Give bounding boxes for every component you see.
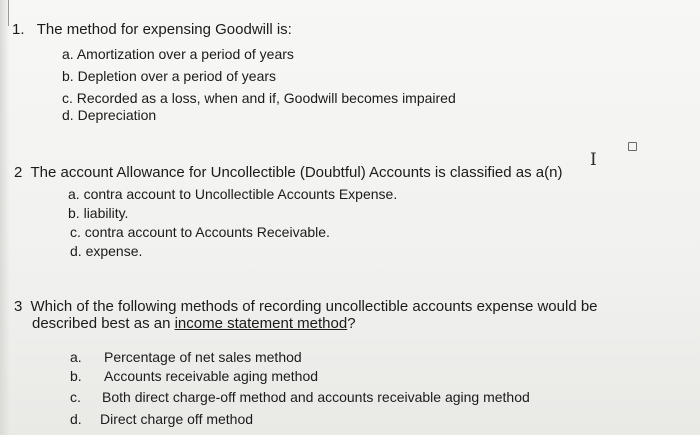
page-left-edge — [0, 0, 10, 435]
option-2b — [68, 204, 128, 222]
option-text: Recorded as a loss, when and if, Goodwill becomes impaired — [76, 90, 456, 106]
option-letter: c. — [70, 224, 81, 240]
option-letter: b. — [70, 368, 82, 384]
option-1c — [62, 89, 456, 107]
option-2d — [70, 242, 142, 260]
option-letter: a. — [68, 186, 80, 202]
question-2 — [14, 164, 562, 182]
question-stem-underlined: income statement method — [174, 315, 348, 332]
question-3 — [14, 298, 598, 316]
option-text: Accounts receivable aging method — [104, 368, 319, 384]
question-number: 3 — [14, 298, 23, 315]
option-text: Depletion over a period of years — [77, 68, 277, 84]
question-number: 1. — [12, 21, 25, 38]
option-text: expense. — [85, 243, 143, 259]
question-stem-prefix: described best as an — [32, 315, 175, 332]
question-stem: The account Allowance for Uncollectible (Doubtful) Accounts is classified as a(n) — [30, 164, 563, 181]
option-letter: a. — [62, 46, 74, 62]
page-left-rule — [8, 0, 9, 26]
option-letter: c. — [62, 90, 73, 106]
question-3-line2 — [32, 315, 356, 333]
question-stem-suffix: ? — [347, 315, 356, 332]
option-2a — [68, 185, 397, 203]
option-letter: a. — [70, 349, 82, 365]
question-stem: The method for expensing Goodwill is: — [36, 21, 292, 38]
option-letter: d. — [62, 107, 74, 123]
option-letter: c. — [70, 389, 81, 405]
option-text: Direct charge off method — [100, 411, 254, 427]
question-number: 2 — [14, 164, 23, 181]
option-text: contra account to Accounts Receivable. — [84, 224, 330, 240]
option-2c — [70, 223, 330, 241]
option-letter: d. — [70, 243, 82, 259]
option-text: Amortization over a period of years — [76, 46, 294, 62]
question-stem-line1: Which of the following methods of recording uncollectible accounts expense would be — [30, 298, 598, 315]
option-1b — [62, 67, 276, 85]
option-letter: b. — [68, 205, 80, 221]
option-text: Depreciation — [77, 107, 157, 123]
option-1a — [62, 45, 294, 63]
checkbox-icon[interactable] — [628, 142, 637, 151]
option-text: Percentage of net sales method — [104, 349, 302, 365]
text-cursor-icon: I — [590, 150, 597, 170]
option-text: contra account to Uncollectible Accounts Expense. — [83, 186, 398, 202]
option-letter: d. — [70, 411, 82, 427]
option-text: Both direct charge-off method and accounts receivable aging method — [102, 389, 530, 405]
option-text: liability. — [83, 205, 129, 221]
question-1 — [12, 21, 292, 39]
option-1d — [62, 106, 156, 124]
option-letter: b. — [62, 68, 74, 84]
